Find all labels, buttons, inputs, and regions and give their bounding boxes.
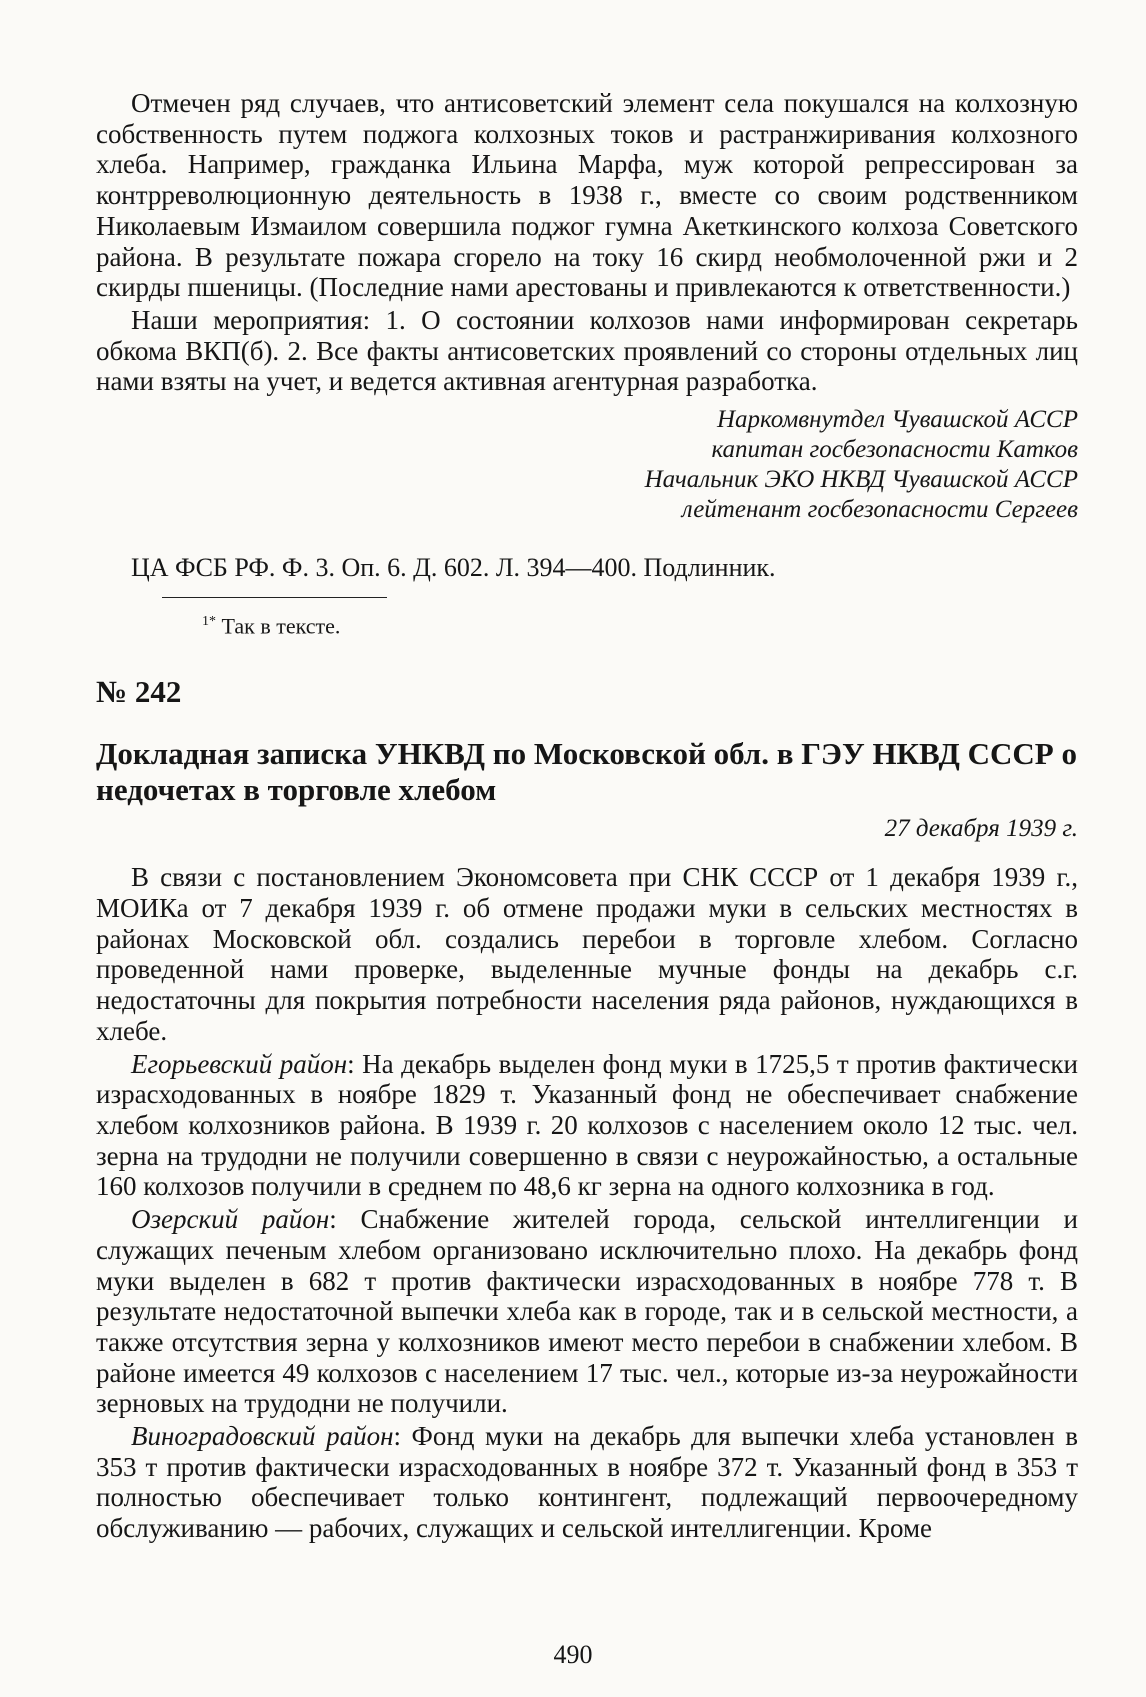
district-paragraph <box>96 1204 1078 1419</box>
district-text: Снабжение жителей города, сельской интеллигенции и служащих печеным хлебом организовано исключительно плохо. На декабрь фонд муки выделен в 682 т против фактически израсходованных в ноябре 778 т. В результате недостаточной выпечки хлеба как в городе, так и в сельской местности, а также отсутствия зерна у колхозников имеют место перебои в снабжении хлебом. В районе имеется 49 колхозов с населением 17 тыс. чел., которые из-за неурожайности зерновых на трудодни не получили. <box>96 1204 1078 1419</box>
footnote <box>202 608 1078 640</box>
district-text: Фонд муки на декабрь для выпечки хлеба установлен в 353 т против фактически израсходованных в ноябре 372 т. Указанный фонд в 353 т полностью обеспечивает только контингент, подлежащий первоочередному обслуживанию — рабочих, служащих и сельской интеллигенции. Кроме <box>96 1421 1078 1544</box>
signature-line: Начальник ЭКО НКВД Чувашской АССР <box>644 466 1078 494</box>
district-name: Виноградовский район <box>131 1421 394 1452</box>
signature-line: лейтенант госбезопасности Сергеев <box>681 496 1078 524</box>
signature-line: Наркомвнутдел Чувашской АССР <box>716 406 1078 434</box>
prev-doc-paragraph-2: Наши мероприятия: 1. О состоянии колхозов нами информирован секретарь обкома ВКП(б). 2. Все факты антисоветских проявлений со стороны отдельных лиц нами взяты на учет, и ведется активная агентурная разработка. <box>96 304 1078 397</box>
text-column <box>96 88 1078 1544</box>
footnote-marker: 1* <box>202 614 216 630</box>
document-number: № 242 <box>96 674 182 710</box>
district-paragraph <box>96 1049 1078 1203</box>
district-colon: : <box>393 1421 412 1452</box>
district-name: Озерский район <box>131 1204 330 1235</box>
signature-block <box>96 405 1078 525</box>
page-number: 490 <box>553 1640 593 1669</box>
district-name: Егорьевский район <box>131 1048 348 1079</box>
document-date: 27 декабря 1939 г. <box>884 815 1078 843</box>
archive-source: ЦА ФСБ РФ. Ф. 3. Оп. 6. Д. 602. Л. 394—400. Подлинник. <box>131 553 776 583</box>
district-colon: : <box>347 1048 363 1079</box>
document-title: Докладная записка УНКВД по Московской обл. в ГЭУ НКВД СССР о недочетах в торговле хлебом <box>96 736 1077 808</box>
district-text: На декабрь выделен фонд муки в 1725,5 т против фактически израсходованных в ноябре 1829 т. Указанный фонд не обеспечивает снабжение хлебом колхозников района. В 1939 г. 20 колхозов с населением около 12 тыс. чел. зерна на трудодни не получили совершенно в связи с неурожайностью, а остальные 160 колхозов получили в среднем по 48,6 кг зерна на одного колхозника в год. <box>96 1048 1078 1202</box>
district-colon: : <box>329 1204 361 1235</box>
district-paragraph <box>96 1421 1078 1544</box>
intro-paragraph: В связи с постановлением Экономсовета при СНК СССР от 1 декабря 1939 г., МОИКа от 7 декабря 1939 г. об отмене продажи муки в сельских местностях в районах Московской обл. создались перебои в торговле хлебом. Согласно проведенной нами проверке, выделенные мучные фонды на декабрь с.г. недостаточны для покрытия потребности населения ряда районов, нуждающихся в хлебе. <box>96 862 1078 1046</box>
footnote-text: Так в тексте. <box>221 613 341 639</box>
footnote-divider <box>162 597 387 598</box>
prev-doc-paragraph-1: Отмечен ряд случаев, что антисоветский элемент села покушался на колхозную собственность путем поджога колхозных токов и растранжиривания колхозного хлеба. Например, гражданка Ильина Марфа, муж которой репрессирован за контрреволюционную деятельность в 1938 г., вместе со своим родственником Николаевым Измаилом совершила поджог гумна Акеткинского колхоза Советского района. В результате пожара сгорело на току 16 скирд необмолоченной ржи и 2 скирды пшеницы. (Последние нами арестованы и привлекаются к ответственности.) <box>96 88 1078 303</box>
signature-line: капитан госбезопасности Катков <box>711 436 1078 464</box>
